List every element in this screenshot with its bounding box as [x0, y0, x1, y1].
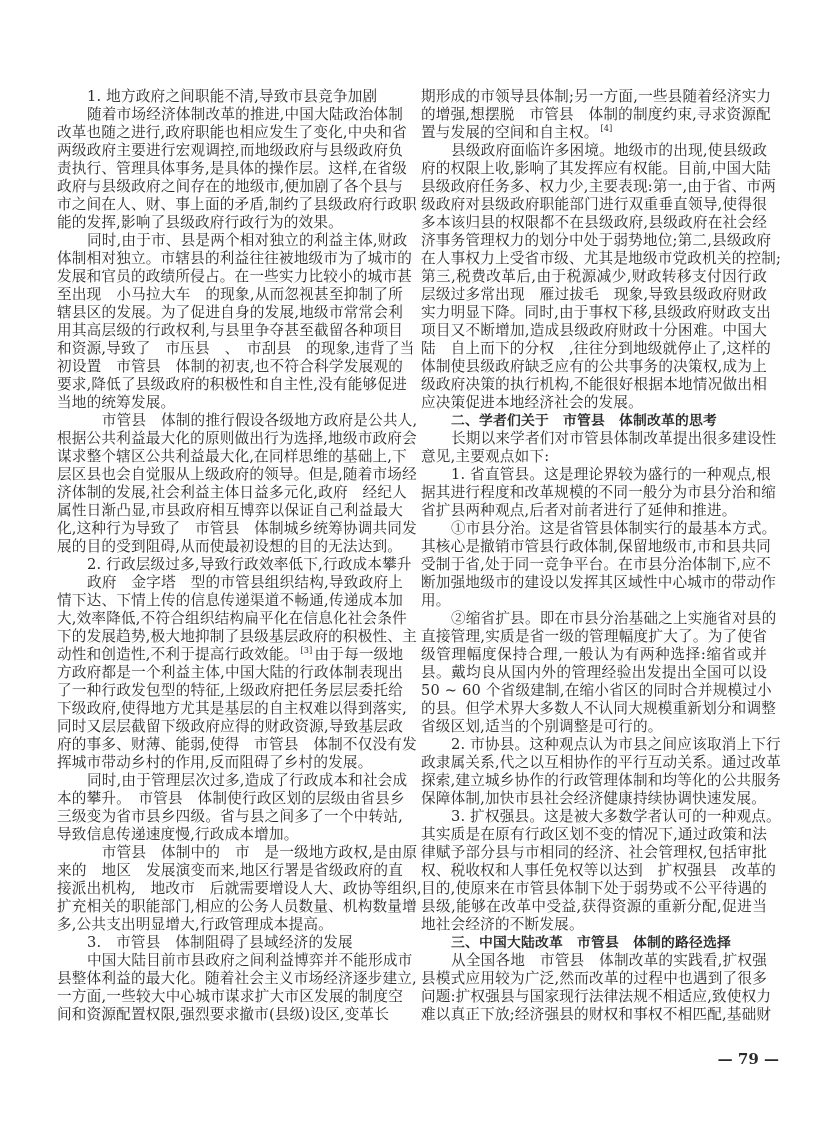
text-line: 政隶属关系,代之以互相协作的平行互动关系。通过改革	[421, 754, 781, 771]
text-line: 期形成的市领导县体制;另一方面,一些县随着经济实力	[421, 88, 772, 105]
text-line: 直接管理,实质是省一级的管理幅度扩大了。为了使省	[421, 628, 767, 645]
section-heading	[421, 412, 767, 430]
text-line: 县整体利益的最大化。随着社会主义市场经济逐步建立,	[57, 970, 417, 987]
text-line: 体制相对独立。市辖县的利益往往被地级市为了城市的	[57, 250, 413, 267]
text-line: 保障体制,加快市县社会经济健康持续协调快速发展。	[421, 790, 767, 807]
text-line: 要求,降低了县级政府的积极性和自主性,没有能够促进	[57, 376, 407, 393]
section-heading	[421, 934, 767, 952]
text-line: 初设置 市管县 体制的初衷,也不符合科学发展观的	[57, 358, 403, 375]
text-span: 动性和创造性,不利于提高行政效能。	[57, 646, 299, 663]
text-line: 政府 金字塔 型的市管县组织结构,导致政府上	[87, 574, 403, 591]
text-line: 难以真正下放;经济强县的财权和事权不相匹配,基础财	[421, 1006, 772, 1023]
text-line: 政府与县级政府之间存在的地级市,便加剧了各个县与	[57, 178, 403, 195]
text-line: 多本该归县的权限都不在县级政府,县级政府在社会经	[421, 214, 767, 231]
paragraph	[421, 520, 777, 610]
text-line: 县。戴均良从国内外的管理经验出发提出全国可以设	[421, 664, 767, 681]
text-line: 济事务管理权力的划分中处于弱势地位;第二,县级政府	[421, 232, 772, 249]
text-line: 三级变为省市县乡四级。省与县之间多了一个中转站,	[57, 808, 403, 825]
text-line: ①市县分治。这是省管县体制实行的最基本方式。	[451, 520, 777, 537]
text-line: 间和资源配置权限,强烈要求撤市(县级)设区,变革长	[57, 1006, 390, 1023]
paragraph	[421, 88, 772, 142]
text-line: 市管县 体制中的 市 是一级地方政权,是由原	[87, 844, 418, 861]
text-line: 市管县 体制的推行假设各级地方政府是公共人,	[87, 412, 418, 429]
page-number: — 79 —	[717, 1050, 779, 1068]
paragraph	[57, 412, 418, 556]
citation-ref: [4]	[600, 124, 613, 133]
paragraph	[57, 556, 412, 574]
text-line: 应决策促进本地经济社会的发展。	[421, 394, 643, 411]
citation-ref: [3]	[300, 646, 313, 655]
text-line: 意见,主要观点如下:	[421, 448, 550, 465]
text-line: 据其进行程度和改革规模的不同一般分为市县分治和缩	[421, 484, 777, 501]
text-line: 第三,税费改革后,由于税源减少,财政转移支付因行政	[421, 268, 767, 285]
text-line: 长期以来学者们对市管县体制改革提出很多建设性	[451, 430, 777, 447]
text-line: 多,公共支出明显增大,行政管理成本提高。	[57, 916, 333, 933]
text-line: 问题:扩权强县与国家现行法律法规不相适应,致使权力	[421, 988, 772, 1005]
text-line: 中国大陆目前市县政府之间利益博弈并不能形成市	[87, 952, 413, 969]
text-line: 导致信息传递速度慢,行政成本增加。	[57, 826, 299, 843]
paragraph	[421, 952, 772, 1024]
text-line: 随着市场经济体制改革的推进,中国大陆政治体制	[87, 106, 403, 123]
text-line: 1. 地方政府之间职能不清,导致市县竞争加剧	[87, 88, 378, 105]
text-line: 用。	[421, 592, 451, 609]
text-line: 两级政府主要进行宏观调控,而地级政府与县级政府负	[57, 142, 403, 159]
text-line: 同时又层层截留下级政府应得的财政资源,导致基层政	[57, 718, 403, 735]
text-line: 用其高层级的行政权利,与县里争夺甚至截留各种项目	[57, 322, 403, 339]
text-line: 府的事多、财薄、能弱,使得 市管县 体制不仅没有发	[57, 736, 417, 753]
paragraph	[57, 106, 417, 232]
paragraph	[421, 466, 777, 520]
text-line: 府的权限上收,影响了其发挥应有权能。目前,中国大陆	[421, 160, 771, 177]
text-line: 谋求整个辖区公共利益最大化,在同样思维的基础上,下	[57, 448, 407, 465]
text-line: 发展和官员的政绩所侵占。在一些实力比较小的城市甚	[57, 268, 413, 285]
text-line: 2. 市协县。这种观点认为市县之间应该取消上下行	[451, 736, 781, 753]
text-line: 至出现 小马拉大车 的现象,从而忽视甚至抑制了所	[57, 286, 403, 303]
text-line: 接派出机构, 地改市 后就需要增设人大、政协等组织,	[57, 880, 422, 897]
text-line: 改革也随之进行,政府职能也相应发生了变化,中央和省	[57, 124, 407, 141]
text-line: 本的攀升。 市管县 体制使行政区划的层级由省县乡	[57, 790, 405, 807]
text-line: 级政府对县级政府职能部门进行双重垂直领导,使得很	[421, 196, 767, 213]
text-line: 挥城市带动乡村的作用,反而阻碍了乡村的发展。	[57, 754, 373, 771]
text-line: 当地的统筹发展。	[57, 394, 176, 411]
text-line: 层区县也会自觉服从上级政府的领导。但是,随着市场经	[57, 466, 417, 483]
paragraph	[421, 610, 777, 736]
text-line: 济体制的发展,社会利益主体日益多元化,政府 经纪人	[57, 484, 407, 501]
text-line	[421, 124, 767, 142]
text-line: 3. 市管县 体制阻碍了县域经济的发展	[87, 934, 353, 951]
text-line: 展的目的受到阻碍,从而使最初设想的目的无法达到。	[57, 538, 403, 555]
text-span: 置与发展的空间和自主权。	[421, 124, 599, 141]
text-line: 根据公共利益最大化的原则做出行为选择,地级市政府会	[57, 430, 417, 447]
text-line: 陆 自上而下的分权 ,往往分到地级就停止了,这样的	[421, 340, 771, 357]
text-line: 一方面,一些较大中心城市谋求扩大市区发展的制度空	[57, 988, 403, 1005]
text-line: 其核心是撤销市管县行政体制,保留地级市,市和县共同	[421, 538, 771, 555]
text-line: 3. 扩权强县。这是被大多数学者认可的一种观点。	[451, 808, 781, 825]
text-line: 县模式应用较为广泛,然而改革的过程中也遇到了很多	[421, 970, 767, 987]
text-line: 大,效率降低,不符合组织结构扁平化在信息化社会条件	[57, 610, 407, 627]
text-line: 责执行、管理具体事务,是具体的操作层。这样,在省级	[57, 160, 407, 177]
text-line: 同时,由于市、县是两个相对独立的利益主体,财政	[87, 232, 408, 249]
paragraph	[421, 430, 777, 466]
text-line: 体制使县级政府缺乏应有的公共事务的决策权,成为上	[421, 358, 767, 375]
text-line: 了一种行政发包型的特征,上级政府把任务层层委托给	[57, 682, 403, 699]
text-line: 实力明显下降。同时,由于事权下移,县级政府财政支出	[421, 304, 771, 321]
text-line: 县级政府面临许多困境。地级市的出现,使县级政	[451, 142, 767, 159]
text-line	[57, 646, 403, 664]
text-line: 地社会经济的不断发展。	[421, 916, 584, 933]
paragraph	[421, 736, 781, 808]
paragraph	[421, 808, 781, 934]
paragraph	[57, 232, 415, 412]
text-line: 级政府决策的执行机构,不能很好根据本地情况做出相	[421, 376, 767, 393]
text-line: 的县。但学术界大多数人不认同大规模重新划分和调整	[421, 700, 777, 717]
text-line: 县级政府任务多、权力少,主要表现:第一,由于省、市两	[421, 178, 777, 195]
right-column	[421, 88, 782, 1024]
text-line: 能的发挥,影响了县级政府行政行为的效果。	[57, 214, 343, 231]
text-line: 县级,能够在改革中受益,获得资源的重新分配,促进当	[421, 898, 767, 915]
text-line: 辖县区的发展。为了促进自身的发展,地级市常常会利	[57, 304, 403, 321]
left-column	[57, 88, 422, 1024]
text-line: 来的 地区 发展演变而来,地区行署是省级政府的直	[57, 862, 403, 879]
text-line: 市之间在人、财、事上面的矛盾,制约了县级政府行政职	[57, 196, 417, 213]
paragraph	[57, 952, 417, 1024]
text-line: 的增强,想摆脱 市管县 体制的制度约束,寻求资源配	[421, 106, 771, 123]
text-line: 受制于省,处于同一竞争平台。在市县分治体制下,应不	[421, 556, 771, 573]
text-line: 层级过多常出现 雁过拔毛 现象,导致县级政府财政	[421, 286, 767, 303]
text-line: 扩充相关的职能部门,相应的公务人员数量、机构数量增	[57, 898, 417, 915]
text-line: 在人事权力上受省市级、尤其是地级市党政机关的控制;	[421, 250, 782, 267]
text-line: 50 ~ 60 个省级建制,在缩小省区的同时合并规模过小	[421, 682, 772, 699]
text-line: 级管理幅度保持合理,一般认为有两种选择:缩省或并	[421, 646, 767, 663]
text-line: 探索,建立城乡协作的行政管理体制和均等化的公共服务	[421, 772, 781, 789]
text-line: 方政府都是一个利益主体,中国大陆的行政体制表现出	[57, 664, 403, 681]
text-line: 下的发展趋势,极大地抑制了县级基层政府的积极性、主	[57, 628, 417, 645]
text-line: ②缩省扩县。即在市县分治基础之上实施省对县的	[451, 610, 777, 627]
text-line: 其实质是在原有行政区划不变的情况下,通过政策和法	[421, 826, 767, 843]
text-line: 律赋予部分县与市相同的经济、社会管理权,包括审批	[421, 844, 767, 861]
text-line: 属性日渐凸显,市县政府相互博弈以保证自己利益最大	[57, 502, 403, 519]
paragraph	[57, 772, 408, 844]
text-line: 目的,使原来在市管县体制下处于弱势或不公平待遇的	[421, 880, 767, 897]
text-line: 下级政府,使得地方尤其是基层的自主权难以得到落实,	[57, 700, 407, 717]
text-line: 同时,由于管理层次过多,造成了行政成本和社会成	[87, 772, 408, 789]
text-line: 1. 省直管县。这是理论界较为盛行的一种观点,根	[451, 466, 771, 483]
paragraph	[57, 574, 417, 772]
text-line: 和资源,导致了 市压县 、 市刮县 的现象,违背了当	[57, 340, 415, 357]
paragraph	[421, 142, 782, 412]
text-line: 省扩县两种观点,后者对前者进行了延伸和推进。	[421, 502, 737, 519]
text-line: 三、中国大陆改革 市管县 体制的路径选择	[451, 935, 731, 951]
text-line: 省级区划,适当的个别调整是可行的。	[421, 718, 663, 735]
paragraph	[57, 844, 422, 934]
text-line: 项目又不断增加,造成县级政府财政十分困难。中国大	[421, 322, 767, 339]
paragraph	[57, 934, 403, 952]
text-line: 2. 行政层级过多,导致行政效率低下,行政成本攀升	[87, 556, 412, 573]
text-span: 由于每一级地	[314, 646, 404, 663]
text-line: 二、学者们关于 市管县 体制改革的思考	[451, 413, 717, 429]
text-line: 权、税收权和人事任免权等以达到 扩权强县 改革的	[421, 862, 777, 879]
text-line: 从全国各地 市管县 体制改革的实践看,扩权强	[451, 952, 767, 969]
text-line: 化,这种行为导致了 市管县 体制城乡统筹协调共同发	[57, 520, 417, 537]
text-line: 断加强地级市的建设以发挥其区域性中心城市的带动作	[421, 574, 777, 591]
paragraph	[57, 88, 403, 106]
text-line: 情下达、下情上传的信息传递渠道不畅通,传递成本加	[57, 592, 403, 609]
